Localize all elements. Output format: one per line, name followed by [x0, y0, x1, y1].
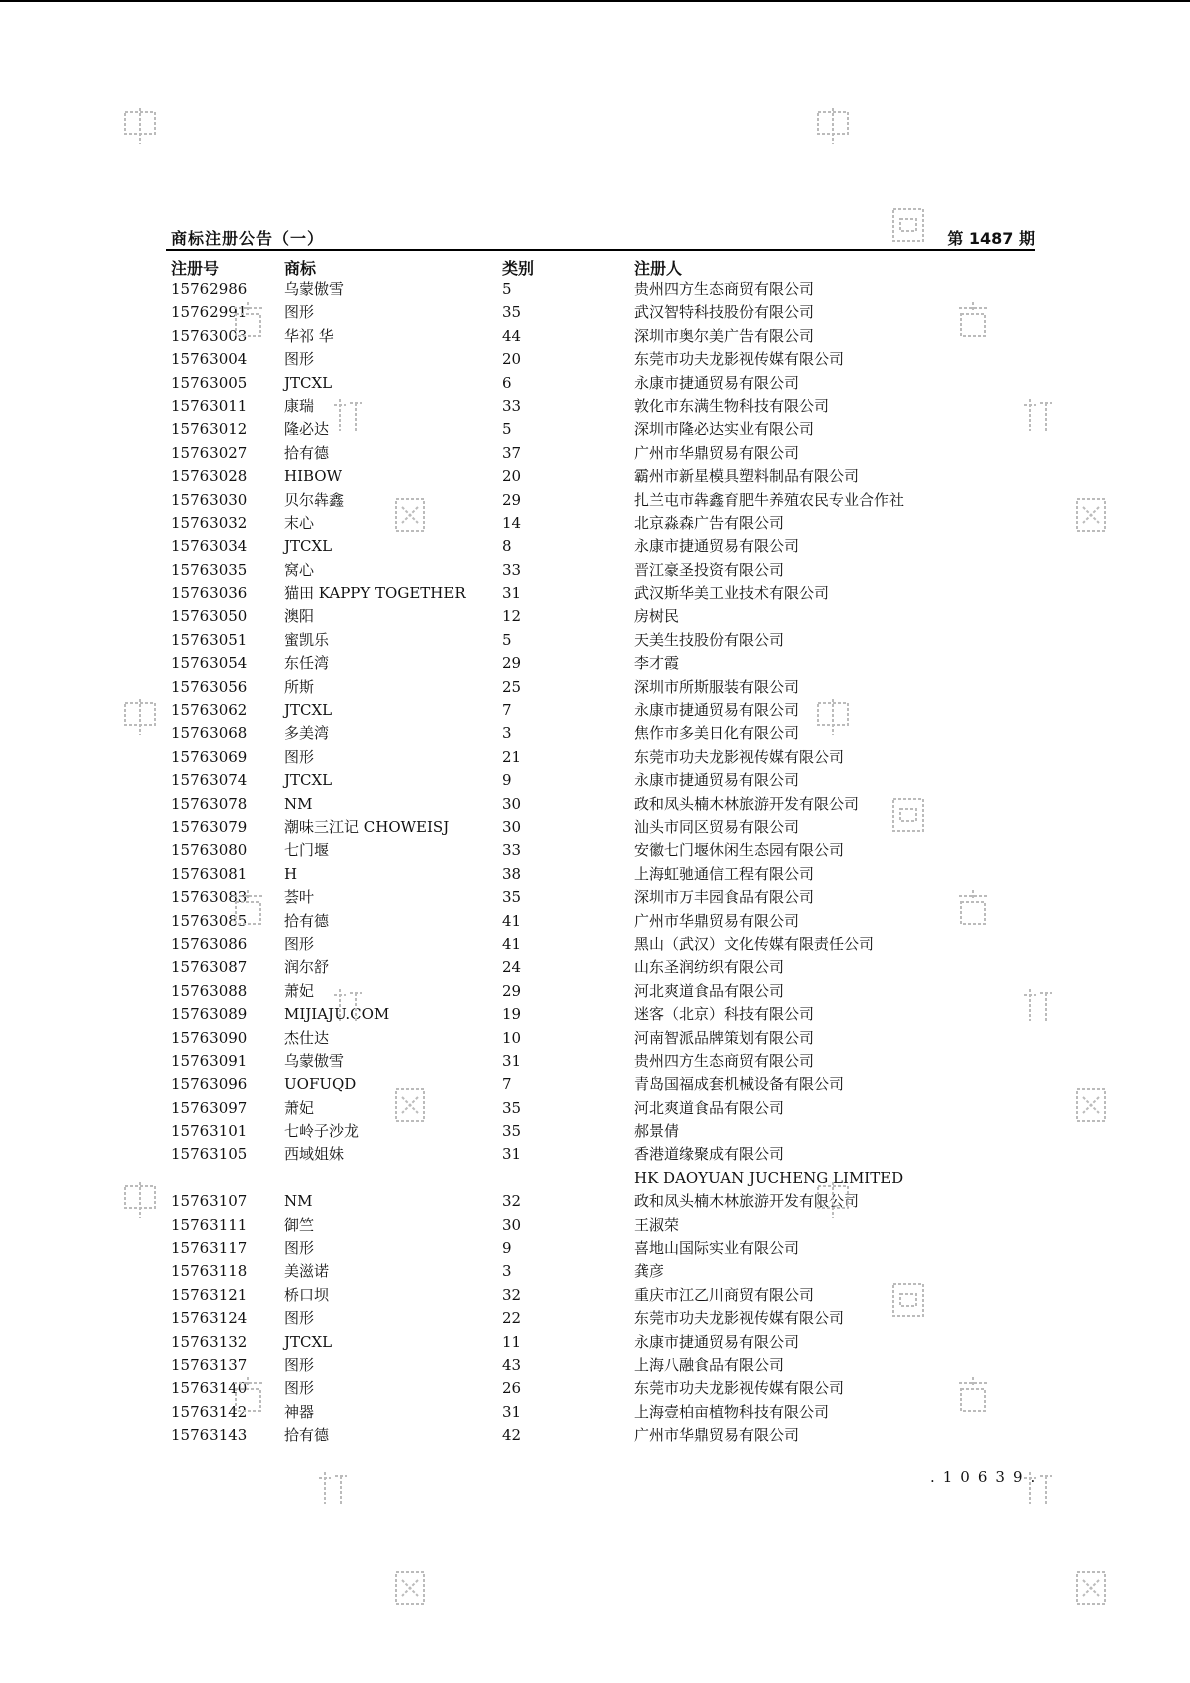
watermark-stamp-icon	[330, 395, 366, 435]
reg-number-cell: 15763011	[171, 396, 248, 415]
trademark-cell: 图形	[284, 1355, 315, 1374]
column-header-registrant: 注册人	[634, 259, 683, 278]
reg-number-cell: 15763117	[171, 1239, 248, 1258]
class-cell: 12	[502, 607, 522, 626]
reg-number-cell: 15763087	[171, 958, 248, 977]
trademark-cell: 隆必达	[284, 420, 330, 439]
page-number: .10639.	[930, 1468, 1044, 1486]
reg-number-cell: 15763079	[171, 817, 248, 836]
class-cell: 5	[502, 420, 512, 439]
registrant-cell: 汕头市同区贸易有限公司	[634, 817, 800, 836]
registrant-cell: 黑山（武汉）文化传媒有限责任公司	[634, 934, 875, 953]
table-row	[0, 699, 1190, 722]
reg-number-cell: 15763121	[171, 1285, 248, 1304]
watermark-stamp-icon	[1073, 495, 1109, 535]
class-cell: 32	[502, 1285, 522, 1304]
class-cell: 35	[502, 303, 522, 322]
table-row	[0, 793, 1190, 816]
table-row	[0, 863, 1190, 886]
reg-number-cell: 15763034	[171, 537, 248, 556]
registrant-cell: 永康市捷通贸易有限公司	[634, 771, 800, 790]
registrant-cell: 贵州四方生态商贸有限公司	[634, 1051, 815, 1070]
table-row	[0, 372, 1190, 395]
trademark-cell: 图形	[284, 1379, 315, 1398]
reg-number-cell: 15763080	[171, 841, 248, 860]
reg-number-cell: 15763030	[171, 490, 248, 509]
watermark-stamp-icon	[230, 300, 266, 340]
watermark-stamp-icon	[890, 205, 926, 245]
top-border	[0, 0, 1190, 2]
watermark-stamp-icon	[955, 888, 991, 928]
reg-number-cell: 15762991	[171, 303, 248, 322]
reg-number-cell: 15763142	[171, 1402, 248, 1421]
registrant-cell: 永康市捷通贸易有限公司	[634, 1332, 800, 1351]
reg-number-cell: 15763097	[171, 1098, 248, 1117]
registrant-cell: 武汉智特科技股份有限公司	[634, 303, 815, 322]
table-row	[0, 676, 1190, 699]
registrant-cell: 北京淼森广告有限公司	[634, 513, 785, 532]
class-cell: 5	[502, 280, 512, 298]
table-row	[0, 1027, 1190, 1050]
registrant-cell: 东莞市功夫龙影视传媒有限公司	[634, 747, 845, 766]
reg-number-cell: 15763056	[171, 677, 248, 696]
registrant-cell: 扎兰屯市犇鑫育肥牛养殖农民专业合作社	[634, 490, 905, 509]
class-cell: 44	[502, 326, 522, 345]
table-row	[0, 1073, 1190, 1096]
trademark-cell: 多美湾	[284, 724, 330, 743]
reg-number-cell: 15763105	[171, 1145, 248, 1164]
reg-number-cell: 15763074	[171, 771, 248, 790]
class-cell: 35	[502, 1122, 522, 1141]
reg-number-cell: 15763083	[171, 888, 248, 907]
table-row	[0, 746, 1190, 769]
table-row	[0, 301, 1190, 324]
table-row	[0, 839, 1190, 862]
class-cell: 22	[502, 1309, 522, 1328]
class-cell: 6	[502, 373, 512, 392]
watermark-stamp-icon	[815, 106, 851, 146]
class-cell: 19	[502, 1005, 522, 1024]
trademark-cell: 乌蒙傲雪	[284, 1051, 345, 1070]
registrant-cell: 东莞市功夫龙影视传媒有限公司	[634, 1309, 845, 1328]
trademark-cell: NM	[284, 794, 313, 813]
reg-number-cell: 15763140	[171, 1379, 248, 1398]
reg-number-cell: 15763107	[171, 1192, 248, 1211]
reg-number-cell: 15763068	[171, 724, 248, 743]
class-cell: 7	[502, 701, 512, 720]
watermark-stamp-icon	[122, 697, 158, 737]
trademark-cell: 澳阳	[284, 607, 315, 626]
class-cell: 9	[502, 1239, 512, 1258]
reg-number-cell: 15763035	[171, 560, 248, 579]
trademark-cell: 窝心	[284, 560, 315, 579]
watermark-stamp-icon	[1020, 1468, 1056, 1508]
class-cell: 38	[502, 864, 522, 883]
trademark-cell: 杰仕达	[284, 1028, 330, 1047]
registrant-cell: 天美生技股份有限公司	[634, 630, 785, 649]
registrant-cell: 武汉斯华美工业技术有限公司	[634, 584, 830, 603]
table-row	[0, 489, 1190, 512]
table-row	[0, 465, 1190, 488]
class-cell: 14	[502, 513, 522, 532]
class-cell: 3	[502, 724, 512, 743]
registrant-cell: 深圳市奥尔美广告有限公司	[634, 326, 815, 345]
class-cell: 29	[502, 981, 522, 1000]
class-cell: 33	[502, 841, 522, 860]
table-row	[0, 1167, 1190, 1190]
watermark-stamp-icon	[392, 495, 428, 535]
table-row	[0, 325, 1190, 348]
watermark-stamp-icon	[392, 1085, 428, 1125]
class-cell: 33	[502, 396, 522, 415]
class-cell: 35	[502, 888, 522, 907]
table-row	[0, 1331, 1190, 1354]
table-row	[0, 442, 1190, 465]
class-cell: 29	[502, 654, 522, 673]
table-row	[0, 1190, 1190, 1213]
watermark-stamp-icon	[1073, 1085, 1109, 1125]
reg-number-cell: 15763081	[171, 864, 248, 883]
reg-number-cell: 15763101	[171, 1122, 248, 1141]
trademark-cell: 神器	[284, 1402, 315, 1421]
table-row	[0, 1003, 1190, 1026]
trademark-cell: 东任湾	[284, 654, 330, 673]
trademark-cell: 图形	[284, 350, 315, 369]
reg-number-cell: 15763050	[171, 607, 248, 626]
watermark-stamp-icon	[1073, 1568, 1109, 1608]
registrant-cell: 河北爽道食品有限公司	[634, 981, 785, 1000]
reg-number-cell: 15763036	[171, 584, 248, 603]
watermark-stamp-icon	[315, 1468, 351, 1508]
watermark-stamp-icon	[122, 1180, 158, 1220]
watermark-stamp-icon	[890, 795, 926, 835]
trademark-cell: 拾有德	[284, 911, 330, 930]
trademark-cell: JTCXL	[284, 771, 333, 790]
class-cell: 11	[502, 1332, 522, 1351]
class-cell: 32	[502, 1192, 522, 1211]
reg-number-cell: 15763132	[171, 1332, 248, 1351]
watermark-stamp-icon	[230, 888, 266, 928]
registrant-cell: 永康市捷通贸易有限公司	[634, 701, 800, 720]
reg-number-cell: 15762986	[171, 280, 248, 298]
trademark-cell: 拾有德	[284, 443, 330, 462]
trademark-cell: HIBOW	[284, 467, 343, 486]
watermark-stamp-icon	[955, 300, 991, 340]
trademark-cell: JTCXL	[284, 701, 333, 720]
registrant-cell: 深圳市所斯服装有限公司	[634, 677, 800, 696]
class-cell: 26	[502, 1379, 522, 1398]
registrant-cell: 青岛国福成套机械设备有限公司	[634, 1075, 845, 1094]
registrant-cell: 重庆市江乙川商贸有限公司	[634, 1285, 815, 1304]
reg-number-cell: 15763090	[171, 1028, 248, 1047]
registrant-cell: 深圳市隆必达实业有限公司	[634, 420, 815, 439]
table-row	[0, 652, 1190, 675]
registrant-cell: 政和凤头楠木林旅游开发有限公司	[634, 794, 860, 813]
trademark-cell: 拾有德	[284, 1426, 330, 1445]
trademark-cell: 所斯	[284, 677, 315, 696]
reg-number-cell: 15763088	[171, 981, 248, 1000]
reg-number-cell: 15763143	[171, 1426, 248, 1445]
table-row	[0, 418, 1190, 441]
column-header-class: 类别	[502, 259, 535, 278]
registrant-cell: 广州市华鼎贸易有限公司	[634, 911, 800, 930]
reg-number-cell: 15763012	[171, 420, 248, 439]
registrant-cell: 广州市华鼎贸易有限公司	[634, 443, 800, 462]
header-divider	[166, 249, 1035, 251]
registrant-cell: 上海八融食品有限公司	[634, 1355, 785, 1374]
reg-number-cell: 15763032	[171, 513, 248, 532]
table-row	[0, 1354, 1190, 1377]
watermark-stamp-icon	[955, 1375, 991, 1415]
class-cell: 41	[502, 934, 522, 953]
table-row	[0, 348, 1190, 371]
table-row	[0, 933, 1190, 956]
table-row	[0, 1401, 1190, 1424]
reg-number-cell: 15763062	[171, 701, 248, 720]
registrant-cell: 房树民	[634, 607, 680, 626]
class-cell: 25	[502, 677, 522, 696]
class-cell: 24	[502, 958, 522, 977]
trademark-cell: H	[284, 864, 298, 883]
class-cell: 21	[502, 747, 522, 766]
table-row	[0, 1097, 1190, 1120]
trademark-cell: 西域姐妹	[284, 1145, 345, 1164]
reg-number-cell: 15763137	[171, 1355, 248, 1374]
column-header-reg-no: 注册号	[171, 259, 220, 278]
registrant-cell: 上海壹柏亩植物科技有限公司	[634, 1402, 830, 1421]
reg-number-cell: 15763069	[171, 747, 248, 766]
watermark-stamp-icon	[1020, 395, 1056, 435]
table-row	[0, 1307, 1190, 1330]
class-cell: 30	[502, 794, 522, 813]
reg-number-cell: 15763089	[171, 1005, 248, 1024]
watermark-stamp-icon	[330, 985, 366, 1025]
class-cell: 31	[502, 584, 522, 603]
trademark-cell: 图形	[284, 934, 315, 953]
table-row	[0, 535, 1190, 558]
table-row	[0, 1120, 1190, 1143]
trademark-cell: 图形	[284, 1239, 315, 1258]
table-row	[0, 1424, 1190, 1447]
registrant-cell: 焦作市多美日化有限公司	[634, 724, 800, 743]
trademark-cell: 萧妃	[284, 981, 315, 1000]
issue-number: 第 1487 期	[947, 229, 1035, 248]
trademark-cell: 润尔舒	[284, 958, 330, 977]
trademark-cell: 猫田 KAPPY TOGETHER	[284, 584, 466, 603]
class-cell: 41	[502, 911, 522, 930]
watermark-stamp-icon	[815, 697, 851, 737]
table-row	[0, 886, 1190, 909]
registrant-cell: 政和凤头楠木林旅游开发有限公司	[634, 1192, 860, 1211]
watermark-stamp-icon	[890, 1280, 926, 1320]
trademark-cell: JTCXL	[284, 373, 333, 392]
table-row	[0, 1260, 1190, 1283]
table-row	[0, 395, 1190, 418]
class-cell: 33	[502, 560, 522, 579]
trademark-cell: 末心	[284, 513, 315, 532]
trademark-cell: 七门堰	[284, 841, 330, 860]
table-row	[0, 1377, 1190, 1400]
registrant-cell: 迷客（北京）科技有限公司	[634, 1005, 815, 1024]
class-cell: 3	[502, 1262, 512, 1281]
registrant-cell: 贵州四方生态商贸有限公司	[634, 280, 815, 298]
trademark-cell: 图形	[284, 1309, 315, 1328]
reg-number-cell: 15763091	[171, 1051, 248, 1070]
class-cell: 37	[502, 443, 522, 462]
reg-number-cell: 15763118	[171, 1262, 248, 1281]
table-row	[0, 1143, 1190, 1166]
class-cell: 10	[502, 1028, 522, 1047]
class-cell: 30	[502, 817, 522, 836]
reg-number-cell: 15763054	[171, 654, 248, 673]
registrant-cell: 李才霞	[634, 654, 680, 673]
registrant-cell: 王淑荣	[634, 1215, 680, 1234]
registrant-cell: 龚彦	[634, 1262, 665, 1281]
class-cell: 31	[502, 1145, 522, 1164]
reg-number-cell: 15763124	[171, 1309, 248, 1328]
registrant-cell: 河南智派品牌策划有限公司	[634, 1028, 815, 1047]
watermark-stamp-icon	[230, 1375, 266, 1415]
table-row	[0, 582, 1190, 605]
watermark-stamp-icon	[392, 1568, 428, 1608]
class-cell: 42	[502, 1426, 522, 1445]
trademark-cell: 荟叶	[284, 888, 315, 907]
reg-number-cell: 15763003	[171, 326, 248, 345]
class-cell: 43	[502, 1355, 522, 1374]
registrant-cell: 东莞市功夫龙影视传媒有限公司	[634, 350, 845, 369]
table-row	[0, 559, 1190, 582]
reg-number-cell: 15763111	[171, 1215, 248, 1234]
trademark-cell: 美滋诺	[284, 1262, 330, 1281]
registrant-cell: 深圳市万丰园食品有限公司	[634, 888, 815, 907]
reg-number-cell: 15763085	[171, 911, 248, 930]
column-header-mark: 商标	[284, 259, 317, 278]
registrant-cell: 晋江豪圣投资有限公司	[634, 560, 785, 579]
registrant-cell: 上海虹驰通信工程有限公司	[634, 864, 815, 883]
registrant-cell: 河北爽道食品有限公司	[634, 1098, 785, 1117]
class-cell: 35	[502, 1098, 522, 1117]
table-row	[0, 605, 1190, 628]
trademark-cell: 桥口坝	[284, 1285, 330, 1304]
table-row	[0, 278, 1190, 301]
watermark-stamp-icon	[815, 1180, 851, 1220]
table-row	[0, 629, 1190, 652]
registrant-cell: 永康市捷通贸易有限公司	[634, 537, 800, 556]
trademark-cell: 御竺	[284, 1215, 315, 1234]
table-row	[0, 1050, 1190, 1073]
class-cell: 31	[502, 1051, 522, 1070]
class-cell: 7	[502, 1075, 512, 1094]
registrant-cell: 东莞市功夫龙影视传媒有限公司	[634, 1379, 845, 1398]
reg-number-cell: 15763051	[171, 630, 248, 649]
watermark-stamp-icon	[122, 106, 158, 146]
registrant-cell: 霸州市新星模具塑料制品有限公司	[634, 467, 860, 486]
registrant-cell: 安徽七门堰休闲生态园有限公司	[634, 841, 845, 860]
table-row	[0, 769, 1190, 792]
table-row	[0, 956, 1190, 979]
class-cell: 29	[502, 490, 522, 509]
trademark-cell: 潮味三江记 CHOWEISJ	[284, 817, 450, 836]
registrant-cell: 广州市华鼎贸易有限公司	[634, 1426, 800, 1445]
trademark-cell: UOFUQD	[284, 1075, 357, 1094]
class-cell: 30	[502, 1215, 522, 1234]
trademark-cell: 康瑞	[284, 396, 315, 415]
trademark-cell: 乌蒙傲雪	[284, 280, 345, 298]
table-row	[0, 980, 1190, 1003]
trademark-cell: JTCXL	[284, 1332, 333, 1351]
reg-number-cell: 15763027	[171, 443, 248, 462]
trademark-cell: 图形	[284, 747, 315, 766]
table-row	[0, 512, 1190, 535]
registrant-cell: 山东圣润纺织有限公司	[634, 958, 785, 977]
trademark-cell: 七岭子沙龙	[284, 1122, 360, 1141]
watermark-stamp-icon	[1020, 985, 1056, 1025]
trademark-cell: 华祁 华	[284, 326, 334, 345]
registrant-cell: 郝景倩	[634, 1122, 680, 1141]
table-row	[0, 1284, 1190, 1307]
reg-number-cell: 15763004	[171, 350, 248, 369]
registrant-cell: HK DAOYUAN JUCHENG LIMITED	[634, 1168, 904, 1187]
registrant-cell: 喜地山国际实业有限公司	[634, 1239, 800, 1258]
registrant-cell: 敦化市东满生物科技有限公司	[634, 396, 830, 415]
table-row	[0, 910, 1190, 933]
page-title: 商标注册公告（一）	[171, 229, 325, 248]
registrant-cell: 香港道缘聚成有限公司	[634, 1145, 785, 1164]
class-cell: 20	[502, 350, 522, 369]
class-cell: 20	[502, 467, 522, 486]
class-cell: 5	[502, 630, 512, 649]
trademark-cell: NM	[284, 1192, 313, 1211]
reg-number-cell: 15763028	[171, 467, 248, 486]
table-row	[0, 722, 1190, 745]
class-cell: 31	[502, 1402, 522, 1421]
table-row	[0, 1237, 1190, 1260]
trademark-cell: JTCXL	[284, 537, 333, 556]
reg-number-cell: 15763086	[171, 934, 248, 953]
trademark-cell: MIJIAJU.COM	[284, 1005, 390, 1024]
trademark-cell: 图形	[284, 303, 315, 322]
class-cell: 8	[502, 537, 512, 556]
table-row	[0, 1214, 1190, 1237]
registration-table	[0, 278, 1190, 1448]
trademark-cell: 蜜凯乐	[284, 630, 330, 649]
trademark-cell: 萧妃	[284, 1098, 315, 1117]
registrant-cell: 永康市捷通贸易有限公司	[634, 373, 800, 392]
trademark-cell: 贝尔犇鑫	[284, 490, 345, 509]
reg-number-cell: 15763096	[171, 1075, 248, 1094]
class-cell: 9	[502, 771, 512, 790]
reg-number-cell: 15763078	[171, 794, 248, 813]
table-row	[0, 816, 1190, 839]
reg-number-cell: 15763005	[171, 373, 248, 392]
